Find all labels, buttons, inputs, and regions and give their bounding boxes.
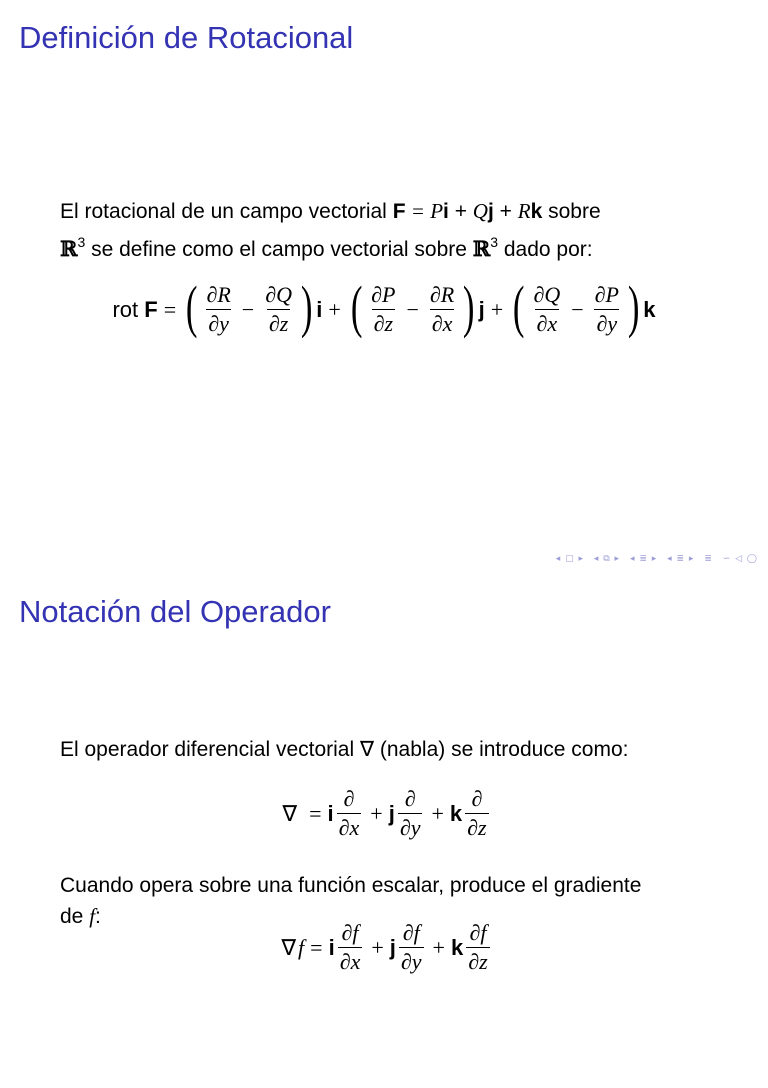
nav-document-icon[interactable]: ◂ ≣ ▸ (667, 554, 695, 564)
paragraph-intro: El operador diferencial vectorial ∇ (nabla) se introduce como: (60, 738, 629, 761)
nav-search-back-icon[interactable]: ∽ ◁ ◯ (722, 554, 758, 564)
gradient-formula: ∇ f = i $\frac{\partial f}{\partial x}$ + j $\frac{\partial f}{\partial y}$ + k $\frac{\partial f}{\partial z}$ (281, 920, 488, 974)
paragraph-definition: El rotacional de un campo vectorial F = Pi + Qj + Rk sobre ℝ$^3$ se define como el campo vectorial sobre ℝ$^3$ dado por: (60, 199, 601, 261)
slide-title: Notación del Operador (19, 594, 331, 629)
fraction: $\frac{\partial}{\partial x}$ (338, 786, 360, 840)
nabla-formula: ∇ = i $\frac{\partial}{\partial x}$ + j $\frac{\partial}{\partial y}$ + k $\frac{\partial}{\partial z}$ (282, 786, 487, 840)
fraction: $\frac{\partial P}{\partial z}$ (371, 282, 396, 336)
nav-appendix-icon[interactable]: ≣ (704, 554, 713, 564)
curl-formula: rot F = ( $\frac{\partial R}{\partial y}$ − $\frac{\partial Q}{\partial z}$ ) i + ( $\frac{\partial P}{\partial z}$ − $\frac{\partial R}{\partial x}$ ) j + ( $\frac{\partial Q}{\partial x}$ − $\frac{\partial P}{\partial y}$ ) k (112, 273, 656, 339)
fraction: $\frac{\partial f}{\partial z}$ (468, 920, 488, 974)
fraction: $\frac{\partial R}{\partial y}$ (206, 282, 231, 336)
beamer-navigation (550, 554, 758, 564)
fraction: $\frac{\partial f}{\partial y}$ (400, 920, 422, 974)
paragraph-gradient: Cuando opera sobre una función escalar, produce el gradiente de f: (60, 874, 642, 928)
slide-rotacional (0, 0, 768, 512)
fraction: $\frac{\partial R}{\partial x}$ (429, 282, 455, 336)
nav-subsection-icon[interactable]: ◂ ⧉ ▸ (593, 554, 621, 564)
nav-section-icon[interactable]: ◂ ≣ ▸ (629, 554, 658, 564)
fraction: $\frac{\partial}{\partial z}$ (467, 786, 487, 840)
slide-title: Definición de Rotacional (19, 20, 354, 55)
nav-frame-icon[interactable]: ◂ ▢ ▸ (555, 554, 584, 564)
slide-operador (0, 576, 768, 1088)
fraction: $\frac{\partial P}{\partial y}$ (594, 282, 619, 336)
fraction: $\frac{\partial Q}{\partial z}$ (265, 282, 292, 336)
fraction: $\frac{\partial}{\partial y}$ (399, 786, 421, 840)
fraction: $\frac{\partial Q}{\partial x}$ (533, 282, 561, 336)
fraction: $\frac{\partial f}{\partial x}$ (339, 920, 361, 974)
